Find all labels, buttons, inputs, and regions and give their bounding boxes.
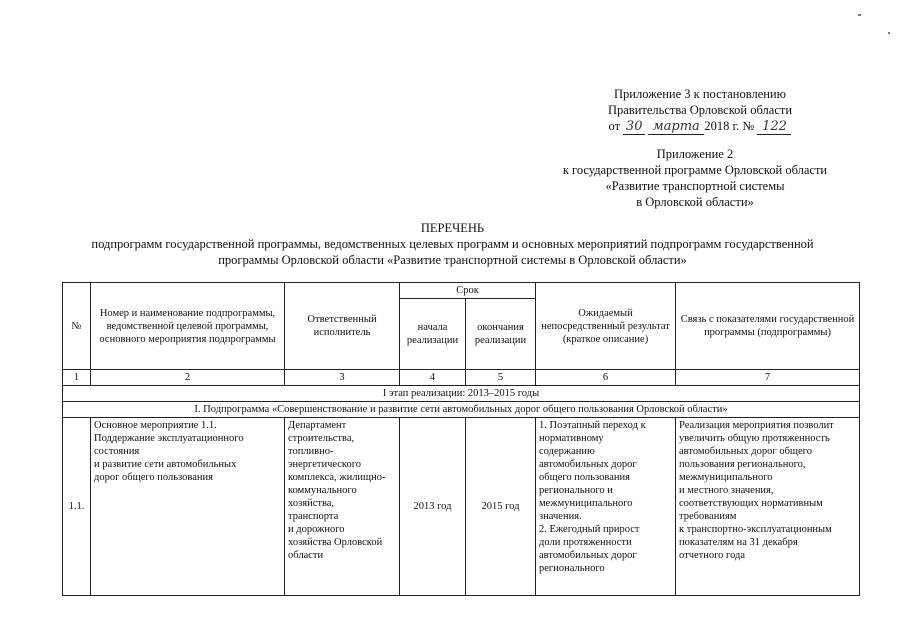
row-link xyxy=(676,418,860,596)
header-name: Номер и наименование подпрограммы, ведомственной целевой программы, основного мероприятия подпрограммы xyxy=(91,283,285,370)
row-link-line: отчетного года xyxy=(679,550,746,561)
row-link-line: к транспортно-эксплуатационным xyxy=(679,524,832,535)
row-responsible-line: хозяйства Орловской xyxy=(288,537,383,548)
header-result: Ожидаемый непосредственный результат (краткое описание) xyxy=(536,283,676,370)
header-link: Связь с показателями государственной программы (подпрограммы) xyxy=(676,283,860,370)
programs-table xyxy=(62,282,860,596)
row-result-line: 1. Поэтапный переход к xyxy=(539,420,646,431)
col-number: 1 xyxy=(63,370,91,386)
row-link-line: показателям на 31 декабря xyxy=(679,537,798,548)
row-link-line: межмуниципального xyxy=(679,472,773,483)
row-name-line: состояния xyxy=(94,446,140,457)
row-name xyxy=(91,418,285,596)
row-result-line: 2. Ежегодный прирост xyxy=(539,524,640,535)
header-term: Срок xyxy=(400,283,536,299)
document-title: ПЕРЕЧЕНЬ xyxy=(420,221,485,235)
appendix-2-line3: «Развитие транспортной системы xyxy=(605,179,785,193)
document-subtitle-line1: подпрограмм государственной программы, ведомственных целевых программ и основных мероприятий подпрограмм государственной xyxy=(91,237,814,251)
stage-row: I этап реализации: 2013–2015 годы xyxy=(63,386,860,402)
date-day-handwritten: 30 xyxy=(623,120,645,135)
scan-speck xyxy=(858,14,861,16)
col-number: 7 xyxy=(676,370,860,386)
appendix-3-line2: Правительства Орловской области xyxy=(607,103,793,117)
row-result-line: значения. xyxy=(539,511,582,522)
row-responsible-line: коммунального xyxy=(288,485,357,496)
date-month-handwritten: марта xyxy=(648,120,704,135)
col-number: 2 xyxy=(91,370,285,386)
row-result-line: общего пользования xyxy=(539,472,630,483)
row-responsible-line: области xyxy=(288,550,324,561)
appendix-3-line1: Приложение 3 к постановлению xyxy=(614,87,786,101)
row-link-line: автомобильных дорог общего xyxy=(679,446,812,457)
row-link-line: соответствующих нормативным xyxy=(679,498,823,509)
row-link-line: требованиям xyxy=(679,511,737,522)
row-responsible-line: комплекса, жилищно- xyxy=(288,472,386,483)
appendix-3-header xyxy=(575,86,825,135)
row-num: 1.1. xyxy=(63,418,91,596)
col-number: 5 xyxy=(466,370,536,386)
col-number: 4 xyxy=(400,370,466,386)
row-result-line: автомобильных дорог xyxy=(539,550,637,561)
row-responsible-line: строительства, xyxy=(288,433,355,444)
row-responsible-line: хозяйства, xyxy=(288,498,335,509)
row-result-line: регионального и xyxy=(539,485,613,496)
row-link-line: Реализация мероприятия позволит xyxy=(679,420,834,431)
appendix-2-line4: в Орловской области» xyxy=(636,195,754,209)
row-link-line: увеличить общую протяженность xyxy=(679,433,830,444)
row-name-line: дорог общего пользования xyxy=(94,472,213,483)
row-responsible-line: транспорта xyxy=(288,511,339,522)
appendix-2-line1: Приложение 2 xyxy=(656,147,734,161)
row-link-line: и местного значения, xyxy=(679,485,774,496)
subprogram-row: I. Подпрограмма «Совершенствование и развитие сети автомобильных дорог общего пользования Орловской области» xyxy=(63,402,860,418)
col-number: 6 xyxy=(536,370,676,386)
header-end: окончания реализации xyxy=(466,299,536,370)
table-row xyxy=(63,418,860,596)
row-name-line: Основное мероприятие 1.1. xyxy=(94,420,217,431)
row-name-line: Поддержание эксплуатационного xyxy=(94,433,244,444)
row-result-line: регионального xyxy=(539,563,605,574)
row-result-line: содержанию xyxy=(539,446,595,457)
row-result xyxy=(536,418,676,596)
row-link-line: пользования регионального, xyxy=(679,459,806,470)
appendix-2-line2: к государственной программе Орловской области xyxy=(562,163,828,177)
decree-number-handwritten: 122 xyxy=(757,120,791,135)
row-result-line: межмуниципального xyxy=(539,498,633,509)
date-prefix: от xyxy=(608,119,621,133)
row-name-line: и развитие сети автомобильных xyxy=(94,459,237,470)
document-subtitle-line2: программы Орловской области «Развитие транспортной системы в Орловской области» xyxy=(218,253,687,267)
appendix-2-header xyxy=(535,146,855,210)
row-result-line: нормативному xyxy=(539,433,604,444)
row-start: 2013 год xyxy=(400,418,466,596)
appendix-3-date-line xyxy=(575,118,825,135)
scan-speck xyxy=(888,32,890,34)
header-num: № xyxy=(63,283,91,370)
header-start: начала реализации xyxy=(400,299,466,370)
row-responsible-line: энергетического xyxy=(288,459,362,470)
date-year: 2018 г. № xyxy=(704,119,755,133)
row-end: 2015 год xyxy=(466,418,536,596)
row-responsible-line: Департамент xyxy=(288,420,347,431)
row-responsible-line: топливно- xyxy=(288,446,334,457)
row-result-line: доли протяженности xyxy=(539,537,632,548)
col-number: 3 xyxy=(285,370,400,386)
header-responsible: Ответственный исполнитель xyxy=(285,283,400,370)
row-result-line: автомобильных дорог xyxy=(539,459,637,470)
row-responsible xyxy=(285,418,400,596)
row-responsible-line: и дорожного xyxy=(288,524,345,535)
